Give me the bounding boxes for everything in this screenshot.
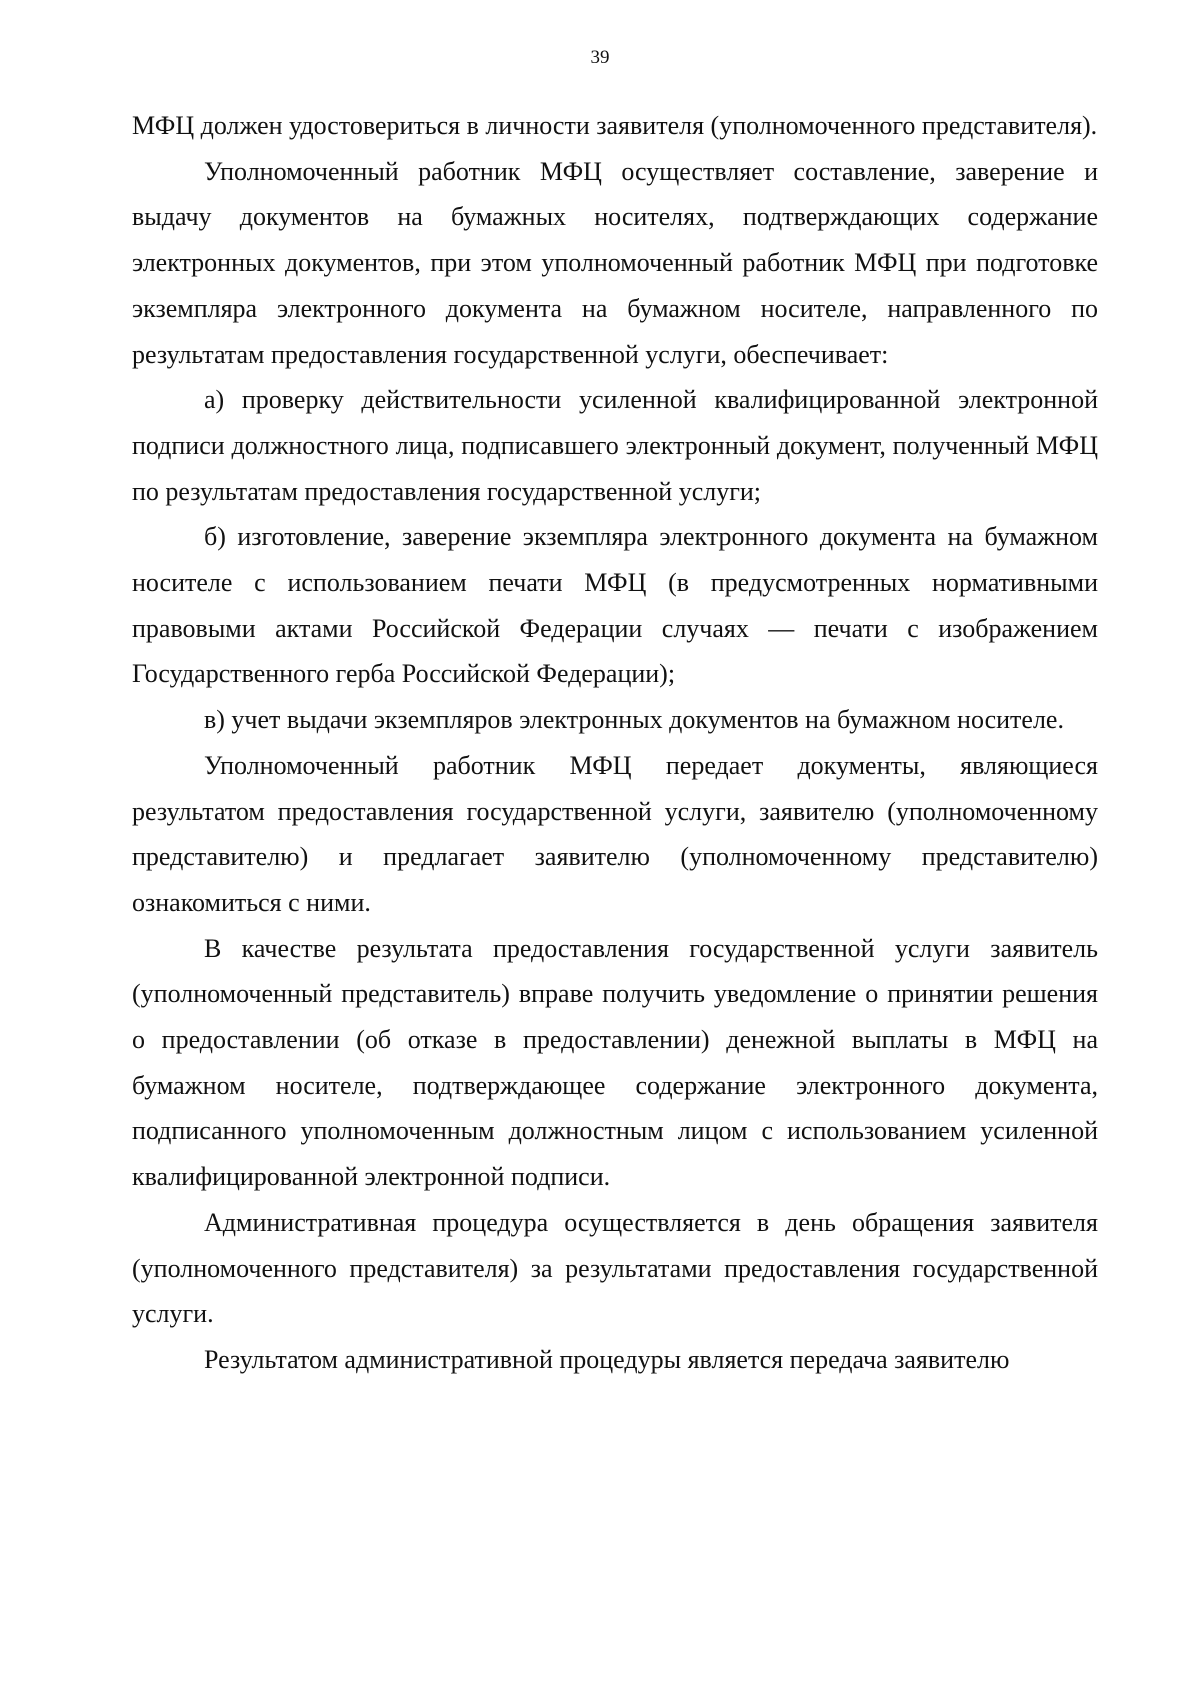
paragraph-mfc-duties: Уполномоченный работник МФЦ осуществляет составление, заверение и выдачу документов на бумажных носителях, подтверждающих содержание электронных документов, при этом уполномоченный работник МФЦ при подготовке экземпляра электронного документа на бумажном носителе, направленного по результатам предоставления государственной услуги, обеспечивает: xyxy=(132,156,1098,369)
paragraph-continuation: МФЦ должен удостовериться в личности заявителя (уполномоченного представителя). xyxy=(132,111,1098,140)
paragraph-procedure-day: Административная процедура осуществляется в день обращения заявителя (уполномоченного представителя) за результатами предоставления государственной услуги. xyxy=(132,1207,1098,1329)
paragraph-item-a: а) проверку действительности усиленной квалифицированной электронной подписи должностного лица, подписавшего электронный документ, полученный МФЦ по результатам предоставления государственной услуги; xyxy=(132,385,1098,506)
paragraph-notification: В качестве результата предоставления государственной услуги заявитель (уполномоченный представитель) вправе получить уведомление о принятии решения о предоставлении (об отказе в предоставлении) денежной выплаты в МФЦ на бумажном носителе, подтверждающее содержание электронного документа, подписанного уполномоченным должностным лицом с использованием усиленной квалифицированной электронной подписи. xyxy=(132,933,1098,1192)
paragraph-result: Результатом административной процедуры является передача заявителю xyxy=(204,1344,1010,1374)
paragraph-item-v: в) учет выдачи экземпляров электронных документов на бумажном носителе. xyxy=(204,705,1064,735)
paragraph-item-b: б) изготовление, заверение экземпляра электронного документа на бумажном носителе с использованием печати МФЦ (в предусмотренных нормативными правовыми актами Российской Федерации случаях — печати с изображением Государственного герба Российской Федерации); xyxy=(132,522,1098,689)
document-body xyxy=(132,103,1098,1383)
paragraph-handover: Уполномоченный работник МФЦ передает документы, являющиеся результатом предоставления государственной услуги, заявителю (уполномоченному представителю) и предлагает заявителю (уполномоченному представителю) ознакомиться с ними. xyxy=(132,750,1098,917)
page-number: 39 xyxy=(590,47,610,68)
